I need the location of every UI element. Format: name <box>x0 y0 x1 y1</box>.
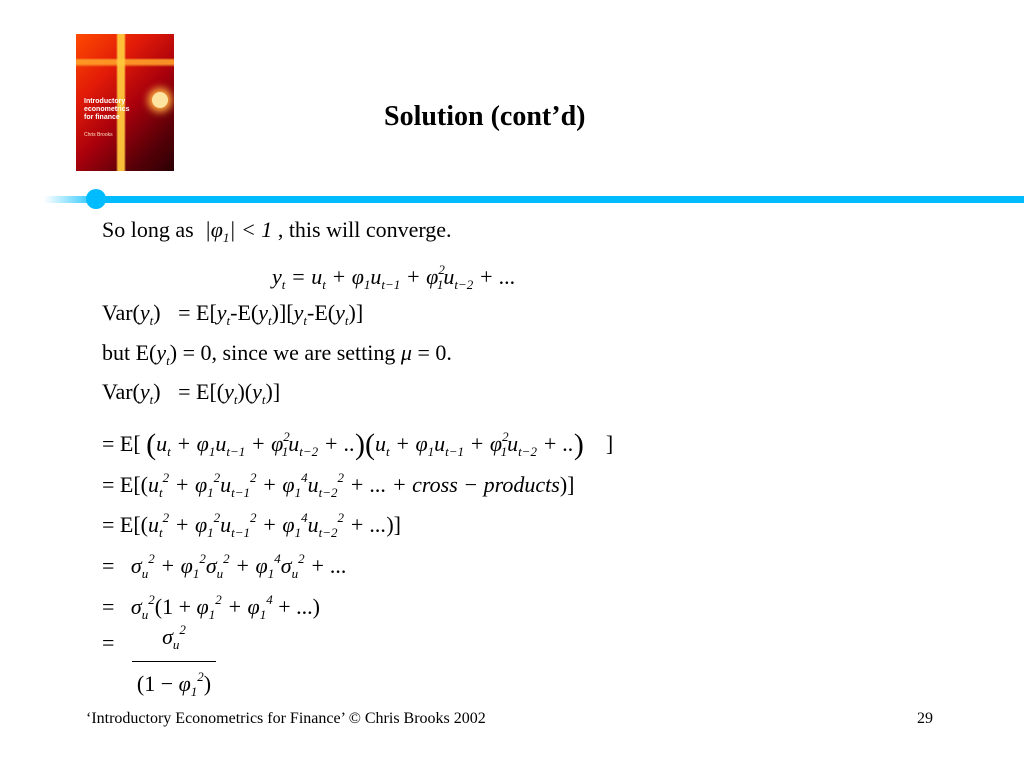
convergence-outro-text: , this will converge. <box>277 217 452 242</box>
yt-expansion-equation: $y_t = u_t + \varphi_1u_{t-1} + \varphi^2_1u_{t-2}$ + ... <box>272 262 516 292</box>
mean-zero-line: but $E(y_t) = 0$, since we are setting μ = 0. <box>102 340 452 368</box>
variance-definition-line: $Var(y_t) = E[y_t-E(y_t)][y_t-E(y_t)]$ <box>102 300 364 328</box>
book-cover-author: Chris Brooks <box>84 132 113 138</box>
page-number: 29 <box>917 710 933 727</box>
final-equals-sign: = <box>102 630 115 655</box>
book-cover-title: Introductory econometrics for finance <box>84 98 130 121</box>
sum-of-squares-line: = $E[(u_t^2 + \varphi_1^2u_{t-1}^2 + \varphi_1^4u_{t-2}^2$ + ...)] <box>102 510 401 540</box>
convergence-intro-text: So long as <box>102 217 194 242</box>
squared-terms-line: = $E[(u_t^2 + \varphi_1^2u_{t-1}^2 + \varphi_1^4u_{t-2}^2$ + ... + cross − products)] <box>102 470 575 500</box>
book-cover-image <box>76 34 174 171</box>
variance-result-fraction <box>132 618 216 705</box>
slide-title: Solution (cont’d) <box>384 101 586 132</box>
expectation-expansion-line: = E[ $(u_t + \varphi_1u_{t-1} + \varphi^2_1u_{t-2} + ..)(u_t + \varphi_1u_{t-1} + \varphi^2_1u_{t-2}$ + ..) ] <box>102 428 614 461</box>
title-divider-line <box>44 196 1024 203</box>
fraction-numerator: $\sigma_u^2$ <box>162 622 186 652</box>
mu-equals-text: = 0. <box>417 340 452 365</box>
sigma-factored-line: = $\sigma_u^2(1 + \varphi_1^2 + \varphi_1^4$ + ...) <box>102 592 320 622</box>
but-text: but E( <box>102 340 157 365</box>
fraction-bar <box>132 661 216 662</box>
fraction-denominator: $(1 - \varphi_1^2)$ <box>136 669 212 699</box>
but-rest-text: ) = 0, since we are setting <box>169 340 396 365</box>
footer-copyright: ‘Introductory Econometrics for Finance’ © Chris Brooks 2002 <box>86 710 486 727</box>
var-label: Var( <box>102 300 140 325</box>
sigma-expansion-line: = $\sigma_u^2 + \varphi_1^2\sigma_u^2 + \varphi_1^4\sigma_u^2$ + ... <box>102 551 347 581</box>
phi-abs-condition: $|\varphi_1| < 1$ <box>199 217 273 245</box>
var-label: Var( <box>102 379 140 404</box>
variance-product-line: $Var(y_t) = E[(y_t)(y_t)]$ <box>102 379 281 407</box>
convergence-condition-line <box>102 217 452 251</box>
title-divider-dot <box>86 189 106 209</box>
